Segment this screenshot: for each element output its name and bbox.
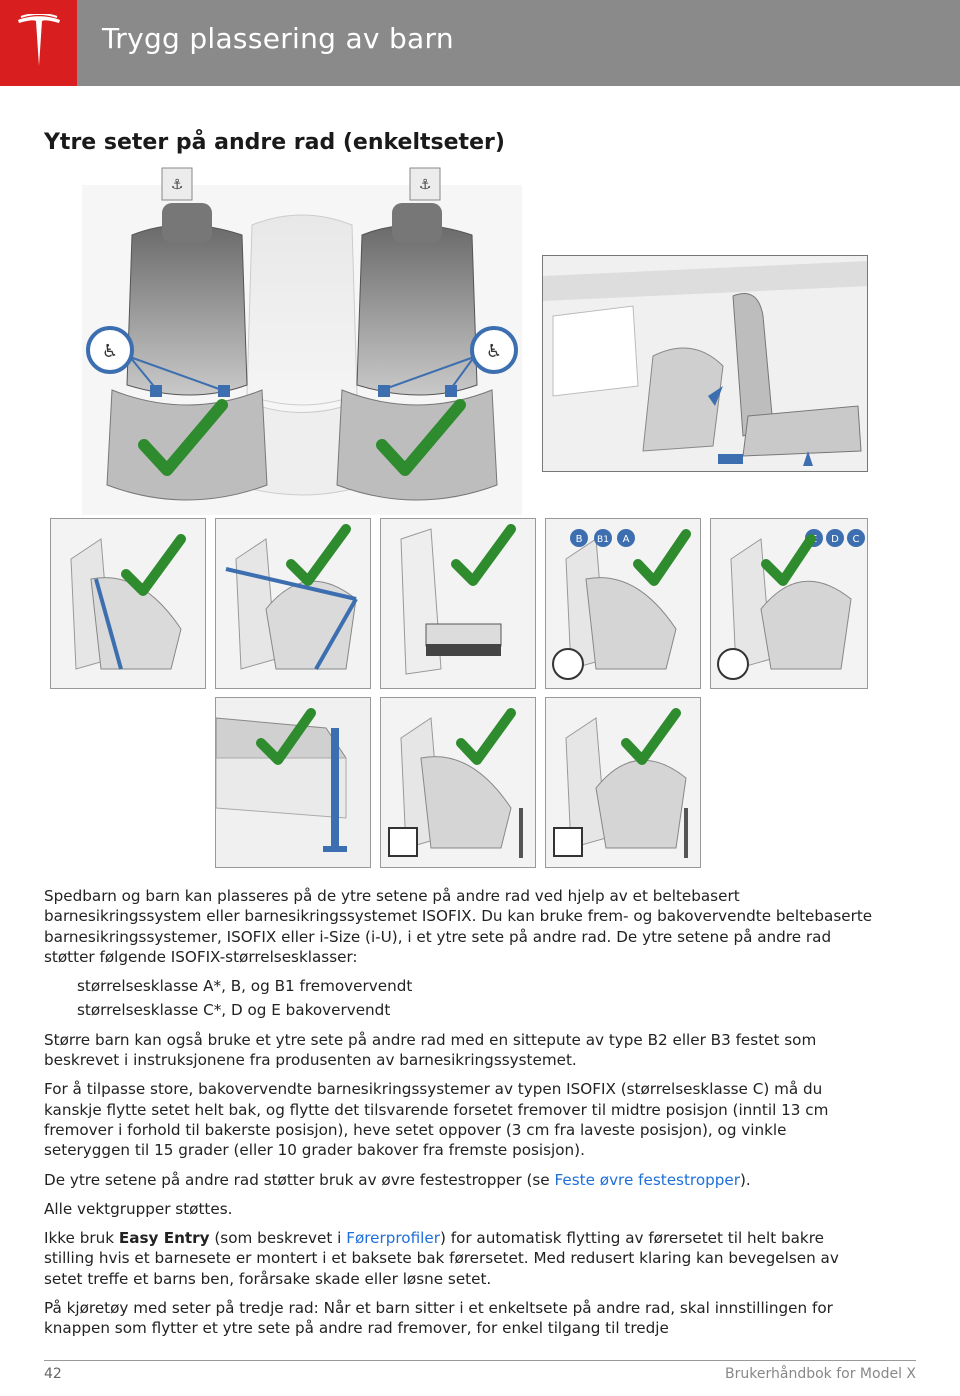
page-header xyxy=(0,0,960,86)
link-driver-profiles[interactable]: Førerprofiler xyxy=(346,1229,440,1248)
panel-isize-forward xyxy=(380,697,536,868)
text: De ytre setene på andre rad støtter bruk av øvre festestropper (se xyxy=(44,1170,555,1189)
list-item: størrelsesklasse A*, B, og B1 fremovervendt xyxy=(77,977,413,996)
footer-divider xyxy=(44,1360,916,1361)
paragraph-rear-facing: For å tilpasse store, bakovervendte barnesikringssystemer av typen ISOFIX (størrelsesklasse C) må du kanskje flytte setet helt bak, og flytte det tilsvarende forsetet fremover til midtre posisjon (inntil 13 cm fremover i forhold til bakerste posisjon), heve setet oppover (3 cm fra laveste posisjon), og vinkle seteryggen til 15 grader (eller 10 grader bakover fra fremste posisjon). xyxy=(44,1080,829,1160)
size-label-c: C xyxy=(852,534,860,545)
size-label-d: D xyxy=(831,534,839,545)
easy-entry-label: Easy Entry xyxy=(118,1229,210,1248)
panel-belted-forward xyxy=(50,518,206,689)
tesla-logo xyxy=(0,0,77,86)
svg-text:⚓: ⚓ xyxy=(418,177,432,193)
text: ). xyxy=(739,1170,751,1189)
rear-seats-illustration xyxy=(82,165,522,515)
paragraph-intro: Spedbarn og barn kan plasseres på de ytre setene på andre rad ved hjelp av et beltebasert barnesikringssystem eller barnesikringssystemet ISOFIX. Du kan bruke frem- og bakovervendte beltebaserte barnesikringssystemer, ISOFIX eller i-Size (i-U), i et ytre sete på andre rad. De ytre setene på andre rad støtter følgende ISOFIX-størrelsesklasser: xyxy=(44,887,873,966)
page-number: 42 xyxy=(44,1366,62,1382)
svg-text:♿: ♿ xyxy=(101,341,119,362)
seat-adjustment-side-view xyxy=(542,255,868,472)
text: Ikke bruk xyxy=(44,1229,119,1248)
size-label-b1: B1 xyxy=(597,535,609,545)
panel-isofix-forward xyxy=(545,518,701,689)
paragraph-easy-entry xyxy=(44,1228,874,1289)
panel-belted-rear xyxy=(215,518,371,689)
paragraph-booster: Større barn kan også bruke et ytre sete på andre rad med en sittepute av type B2 eller B3 festet som beskrevet i instruksjonene fra produsenten av barnesikringssystemet. xyxy=(44,1030,817,1070)
size-label-a: A xyxy=(622,534,630,545)
size-label-b: B xyxy=(575,534,583,545)
link-top-tethers[interactable]: Feste øvre festestropper xyxy=(554,1170,740,1189)
list-item: størrelsesklasse C*, D og E bakovervendt xyxy=(77,1001,391,1020)
size-label-e: E xyxy=(810,534,818,545)
paragraph-weight-groups: Alle vektgrupper støttes. xyxy=(44,1199,233,1218)
text: (som beskrevet i xyxy=(209,1229,347,1248)
panel-support-leg xyxy=(215,697,371,868)
panel-booster-cushion xyxy=(380,518,536,689)
paragraph-tethers xyxy=(44,1170,874,1190)
section-title: Ytre seter på andre rad (enkeltseter) xyxy=(44,130,505,155)
text: ) for automatisk flytting av førersetet til helt bakre stilling hvis et barnesete er montert i et baksete bak førersetet. Med redusert klaring kan bevegelsen av setet treffe et barns ben, forårsake skade eller løsne setet. xyxy=(44,1229,839,1288)
svg-text:⚓: ⚓ xyxy=(170,177,184,193)
svg-text:♿: ♿ xyxy=(485,341,503,362)
panel-isofix-rear xyxy=(710,518,868,689)
panel-isize-rear xyxy=(545,697,701,868)
body-text xyxy=(44,886,874,1348)
footer-title: Brukerhåndbok for Model X xyxy=(725,1366,916,1382)
tesla-logo-icon xyxy=(16,14,62,70)
paragraph-third-row: På kjøretøy med seter på tredje rad: Når et barn sitter i et enkeltsete på andre rad, skal innstillingen for knappen som flytter et ytre sete på andre rad fremover, for enkel tilgang til tredje xyxy=(44,1299,833,1338)
page-title: Trygg plassering av barn xyxy=(102,22,454,55)
